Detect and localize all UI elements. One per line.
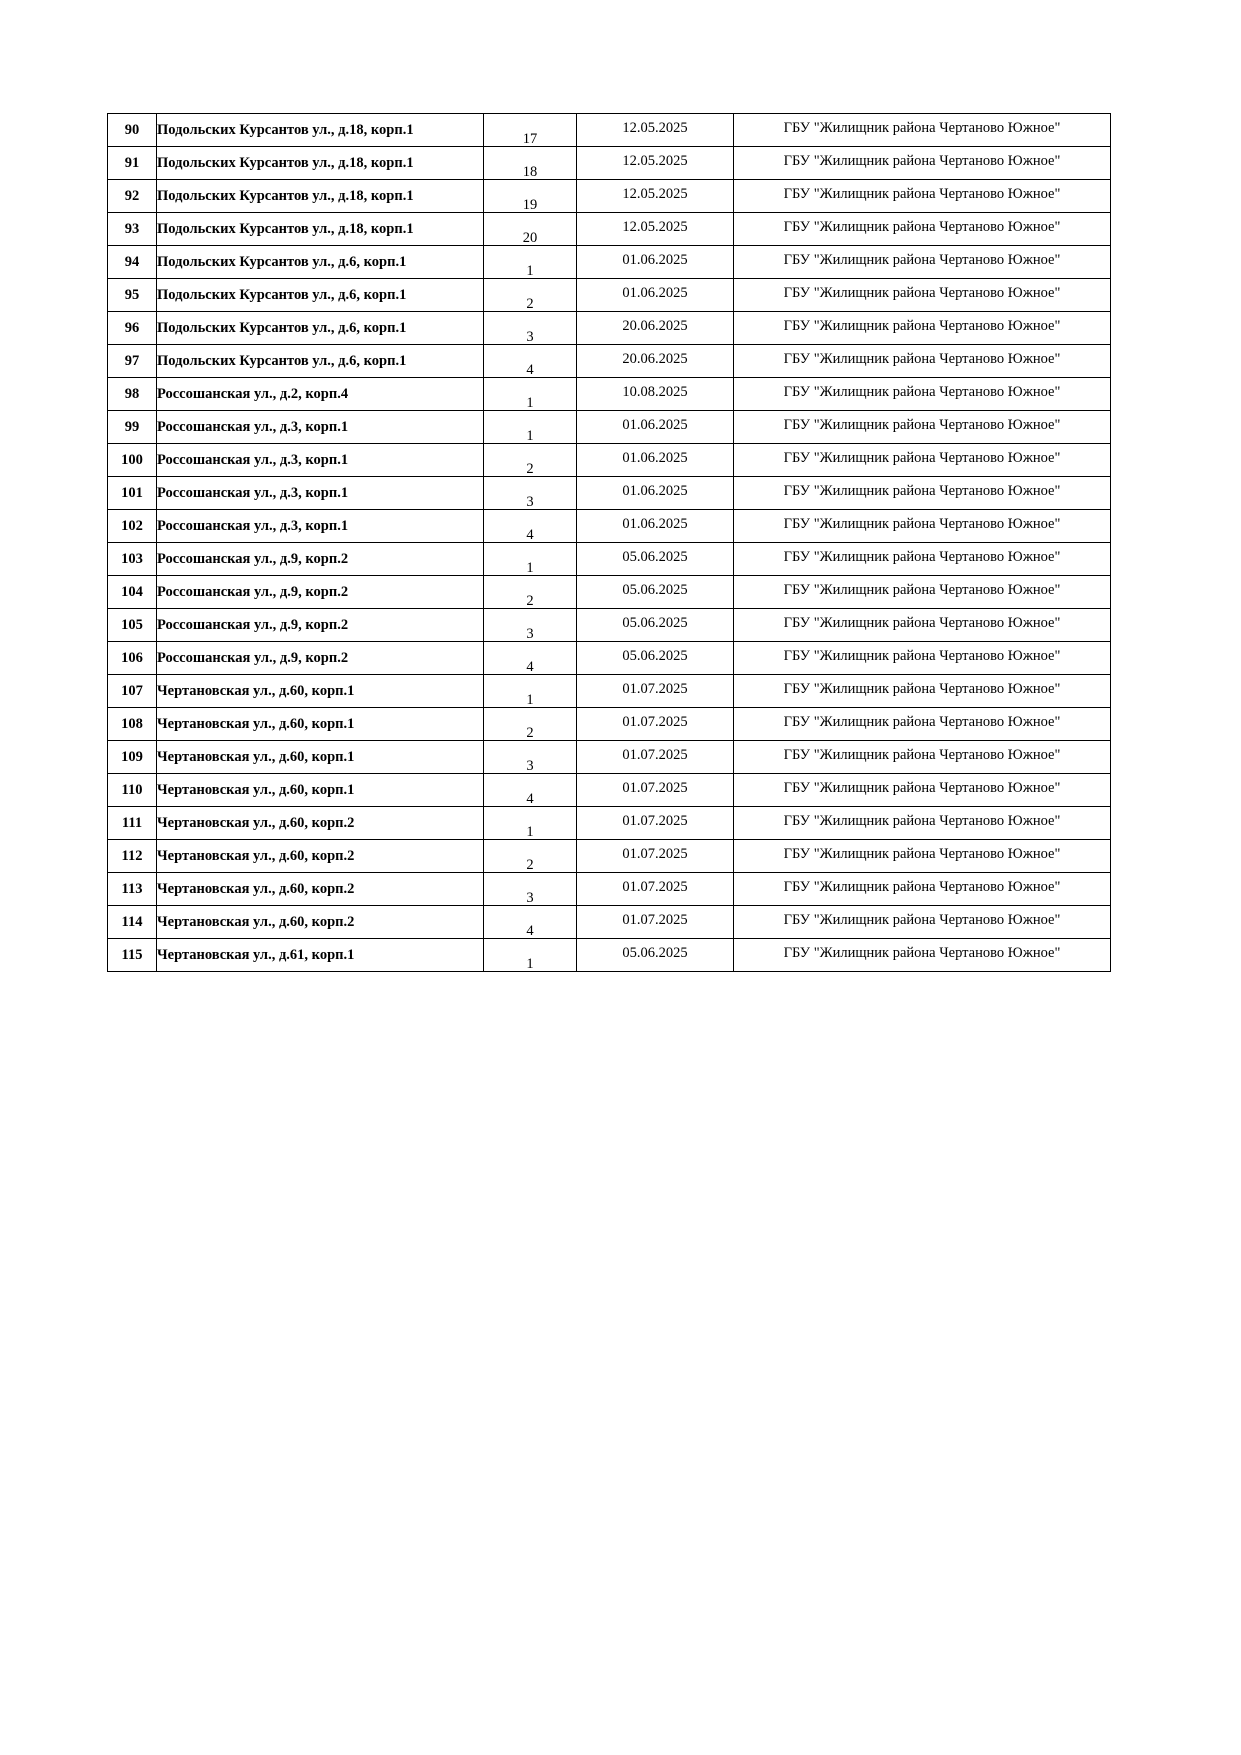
row-number-cell: 99	[108, 411, 157, 444]
organization-text: ГБУ "Жилищник района Чертаново Южное"	[783, 845, 1061, 862]
organization-cell	[734, 114, 1111, 147]
address-cell: Подольских Курсантов ул., д.18, корп.1	[157, 180, 484, 213]
date-cell	[577, 873, 734, 906]
organization-text: ГБУ "Жилищник района Чертаново Южное"	[783, 383, 1061, 400]
date-cell	[577, 246, 734, 279]
row-number-cell: 103	[108, 543, 157, 576]
entrance-cell: 4	[484, 774, 577, 807]
address-cell: Чертановская ул., д.60, корп.1	[157, 675, 484, 708]
address-cell: Чертановская ул., д.60, корп.2	[157, 840, 484, 873]
date-text: 12.05.2025	[622, 218, 688, 235]
entrance-cell: 1	[484, 378, 577, 411]
date-cell	[577, 180, 734, 213]
organization-text: ГБУ "Жилищник района Чертаново Южное"	[783, 515, 1061, 532]
date-text: 01.07.2025	[622, 845, 688, 862]
address-cell: Россошанская ул., д.3, корп.1	[157, 411, 484, 444]
date-text: 01.07.2025	[622, 812, 688, 829]
table-row	[108, 411, 1111, 444]
organization-cell	[734, 147, 1111, 180]
address-cell: Подольских Курсантов ул., д.6, корп.1	[157, 246, 484, 279]
table-row	[108, 213, 1111, 246]
date-cell	[577, 840, 734, 873]
entrance-cell: 4	[484, 510, 577, 543]
organization-cell	[734, 411, 1111, 444]
date-text: 01.06.2025	[622, 482, 688, 499]
entrance-cell: 4	[484, 642, 577, 675]
entrance-cell: 1	[484, 675, 577, 708]
organization-cell	[734, 213, 1111, 246]
entrance-cell: 20	[484, 213, 577, 246]
table-row	[108, 708, 1111, 741]
organization-cell	[734, 477, 1111, 510]
entrance-cell: 2	[484, 444, 577, 477]
organization-cell	[734, 180, 1111, 213]
date-text: 20.06.2025	[622, 317, 688, 334]
date-text: 05.06.2025	[622, 581, 688, 598]
date-text: 12.05.2025	[622, 185, 688, 202]
organization-cell	[734, 378, 1111, 411]
date-text: 05.06.2025	[622, 548, 688, 565]
organization-cell	[734, 543, 1111, 576]
date-text: 01.07.2025	[622, 878, 688, 895]
organization-text: ГБУ "Жилищник района Чертаново Южное"	[783, 614, 1061, 631]
entrance-cell: 1	[484, 939, 577, 972]
table-row	[108, 741, 1111, 774]
organization-cell	[734, 279, 1111, 312]
address-cell: Подольских Курсантов ул., д.6, корп.1	[157, 312, 484, 345]
organization-cell	[734, 642, 1111, 675]
entrance-cell: 2	[484, 840, 577, 873]
organization-cell	[734, 708, 1111, 741]
organization-text: ГБУ "Жилищник района Чертаново Южное"	[783, 878, 1061, 895]
address-cell: Чертановская ул., д.60, корп.2	[157, 807, 484, 840]
organization-text: ГБУ "Жилищник района Чертаново Южное"	[783, 482, 1061, 499]
date-text: 01.07.2025	[622, 680, 688, 697]
address-cell: Чертановская ул., д.61, корп.1	[157, 939, 484, 972]
table-row	[108, 840, 1111, 873]
organization-cell	[734, 807, 1111, 840]
table-row	[108, 873, 1111, 906]
date-text: 01.06.2025	[622, 284, 688, 301]
entrance-cell: 2	[484, 708, 577, 741]
date-text: 01.07.2025	[622, 911, 688, 928]
date-text: 01.07.2025	[622, 713, 688, 730]
organization-text: ГБУ "Жилищник района Чертаново Южное"	[783, 911, 1061, 928]
row-number-cell: 97	[108, 345, 157, 378]
address-cell: Чертановская ул., д.60, корп.2	[157, 906, 484, 939]
organization-cell	[734, 939, 1111, 972]
entrance-cell: 3	[484, 609, 577, 642]
entrance-cell: 1	[484, 246, 577, 279]
table-row	[108, 807, 1111, 840]
organization-cell	[734, 609, 1111, 642]
row-number-cell: 111	[108, 807, 157, 840]
row-number-cell: 91	[108, 147, 157, 180]
schedule-table	[107, 113, 1111, 972]
entrance-cell: 3	[484, 477, 577, 510]
address-cell: Россошанская ул., д.3, корп.1	[157, 510, 484, 543]
entrance-cell: 2	[484, 576, 577, 609]
date-cell	[577, 147, 734, 180]
table-row	[108, 642, 1111, 675]
row-number-cell: 95	[108, 279, 157, 312]
organization-text: ГБУ "Жилищник района Чертаново Южное"	[783, 251, 1061, 268]
address-cell: Подольских Курсантов ул., д.18, корп.1	[157, 213, 484, 246]
address-cell: Подольских Курсантов ул., д.6, корп.1	[157, 279, 484, 312]
date-cell	[577, 477, 734, 510]
date-text: 10.08.2025	[622, 383, 688, 400]
date-text: 01.06.2025	[622, 416, 688, 433]
date-text: 05.06.2025	[622, 614, 688, 631]
date-text: 01.07.2025	[622, 779, 688, 796]
row-number-cell: 98	[108, 378, 157, 411]
organization-text: ГБУ "Жилищник района Чертаново Южное"	[783, 185, 1061, 202]
row-number-cell: 94	[108, 246, 157, 279]
table-row	[108, 378, 1111, 411]
organization-text: ГБУ "Жилищник района Чертаново Южное"	[783, 647, 1061, 664]
entrance-cell: 4	[484, 906, 577, 939]
row-number-cell: 112	[108, 840, 157, 873]
table-row	[108, 114, 1111, 147]
row-number-cell: 109	[108, 741, 157, 774]
table-row	[108, 906, 1111, 939]
address-cell: Подольских Курсантов ул., д.6, корп.1	[157, 345, 484, 378]
date-cell	[577, 741, 734, 774]
date-cell	[577, 609, 734, 642]
date-text: 01.06.2025	[622, 251, 688, 268]
address-cell: Подольских Курсантов ул., д.18, корп.1	[157, 114, 484, 147]
row-number-cell: 113	[108, 873, 157, 906]
table-row	[108, 543, 1111, 576]
organization-cell	[734, 312, 1111, 345]
date-text: 12.05.2025	[622, 152, 688, 169]
table-row	[108, 576, 1111, 609]
entrance-cell: 1	[484, 543, 577, 576]
entrance-cell: 3	[484, 741, 577, 774]
row-number-cell: 108	[108, 708, 157, 741]
entrance-cell: 19	[484, 180, 577, 213]
row-number-cell: 110	[108, 774, 157, 807]
date-cell	[577, 444, 734, 477]
date-cell	[577, 576, 734, 609]
organization-text: ГБУ "Жилищник района Чертаново Южное"	[783, 416, 1061, 433]
organization-text: ГБУ "Жилищник района Чертаново Южное"	[783, 680, 1061, 697]
date-cell	[577, 114, 734, 147]
address-cell: Россошанская ул., д.3, корп.1	[157, 444, 484, 477]
date-cell	[577, 807, 734, 840]
organization-text: ГБУ "Жилищник района Чертаново Южное"	[783, 581, 1061, 598]
entrance-cell: 1	[484, 411, 577, 444]
address-cell: Россошанская ул., д.9, корп.2	[157, 609, 484, 642]
row-number-cell: 102	[108, 510, 157, 543]
date-cell	[577, 279, 734, 312]
organization-text: ГБУ "Жилищник района Чертаново Южное"	[783, 746, 1061, 763]
address-cell: Россошанская ул., д.3, корп.1	[157, 477, 484, 510]
row-number-cell: 96	[108, 312, 157, 345]
row-number-cell: 115	[108, 939, 157, 972]
table-row	[108, 675, 1111, 708]
entrance-cell: 2	[484, 279, 577, 312]
address-cell: Чертановская ул., д.60, корп.1	[157, 708, 484, 741]
date-cell	[577, 906, 734, 939]
address-cell: Подольских Курсантов ул., д.18, корп.1	[157, 147, 484, 180]
date-cell	[577, 213, 734, 246]
organization-text: ГБУ "Жилищник района Чертаново Южное"	[783, 284, 1061, 301]
table-row	[108, 279, 1111, 312]
address-cell: Россошанская ул., д.9, корп.2	[157, 576, 484, 609]
date-text: 01.06.2025	[622, 515, 688, 532]
date-cell	[577, 345, 734, 378]
table-row	[108, 609, 1111, 642]
date-cell	[577, 411, 734, 444]
date-cell	[577, 378, 734, 411]
date-text: 20.06.2025	[622, 350, 688, 367]
organization-text: ГБУ "Жилищник района Чертаново Южное"	[783, 350, 1061, 367]
date-text: 01.06.2025	[622, 449, 688, 466]
organization-text: ГБУ "Жилищник района Чертаново Южное"	[783, 944, 1061, 961]
row-number-cell: 107	[108, 675, 157, 708]
organization-cell	[734, 774, 1111, 807]
entrance-cell: 4	[484, 345, 577, 378]
date-cell	[577, 642, 734, 675]
table-row	[108, 774, 1111, 807]
date-text: 05.06.2025	[622, 944, 688, 961]
organization-text: ГБУ "Жилищник района Чертаново Южное"	[783, 812, 1061, 829]
organization-cell	[734, 345, 1111, 378]
date-cell	[577, 939, 734, 972]
address-cell: Россошанская ул., д.9, корп.2	[157, 543, 484, 576]
entrance-cell: 3	[484, 312, 577, 345]
row-number-cell: 100	[108, 444, 157, 477]
row-number-cell: 114	[108, 906, 157, 939]
organization-cell	[734, 675, 1111, 708]
table-row	[108, 477, 1111, 510]
organization-text: ГБУ "Жилищник района Чертаново Южное"	[783, 152, 1061, 169]
row-number-cell: 92	[108, 180, 157, 213]
entrance-cell: 3	[484, 873, 577, 906]
table-row	[108, 345, 1111, 378]
date-text: 12.05.2025	[622, 119, 688, 136]
table-body	[108, 114, 1111, 972]
organization-cell	[734, 576, 1111, 609]
date-cell	[577, 774, 734, 807]
row-number-cell: 104	[108, 576, 157, 609]
date-text: 01.07.2025	[622, 746, 688, 763]
entrance-cell: 17	[484, 114, 577, 147]
row-number-cell: 106	[108, 642, 157, 675]
row-number-cell: 105	[108, 609, 157, 642]
date-cell	[577, 675, 734, 708]
row-number-cell: 90	[108, 114, 157, 147]
table-row	[108, 180, 1111, 213]
organization-text: ГБУ "Жилищник района Чертаново Южное"	[783, 449, 1061, 466]
organization-cell	[734, 906, 1111, 939]
organization-text: ГБУ "Жилищник района Чертаново Южное"	[783, 119, 1061, 136]
date-cell	[577, 510, 734, 543]
row-number-cell: 101	[108, 477, 157, 510]
entrance-cell: 18	[484, 147, 577, 180]
date-cell	[577, 312, 734, 345]
organization-cell	[734, 246, 1111, 279]
table-row	[108, 510, 1111, 543]
organization-cell	[734, 510, 1111, 543]
entrance-cell: 1	[484, 807, 577, 840]
table-row	[108, 939, 1111, 972]
table-row	[108, 444, 1111, 477]
organization-text: ГБУ "Жилищник района Чертаново Южное"	[783, 713, 1061, 730]
organization-text: ГБУ "Жилищник района Чертаново Южное"	[783, 548, 1061, 565]
organization-text: ГБУ "Жилищник района Чертаново Южное"	[783, 779, 1061, 796]
organization-cell	[734, 840, 1111, 873]
address-cell: Чертановская ул., д.60, корп.1	[157, 741, 484, 774]
address-cell: Чертановская ул., д.60, корп.2	[157, 873, 484, 906]
organization-cell	[734, 873, 1111, 906]
organization-text: ГБУ "Жилищник района Чертаново Южное"	[783, 317, 1061, 334]
address-cell: Россошанская ул., д.9, корп.2	[157, 642, 484, 675]
table-row	[108, 312, 1111, 345]
date-cell	[577, 708, 734, 741]
date-cell	[577, 543, 734, 576]
table-row	[108, 246, 1111, 279]
organization-cell	[734, 741, 1111, 774]
table-row	[108, 147, 1111, 180]
organization-cell	[734, 444, 1111, 477]
date-text: 05.06.2025	[622, 647, 688, 664]
row-number-cell: 93	[108, 213, 157, 246]
address-cell: Чертановская ул., д.60, корп.1	[157, 774, 484, 807]
organization-text: ГБУ "Жилищник района Чертаново Южное"	[783, 218, 1061, 235]
address-cell: Россошанская ул., д.2, корп.4	[157, 378, 484, 411]
